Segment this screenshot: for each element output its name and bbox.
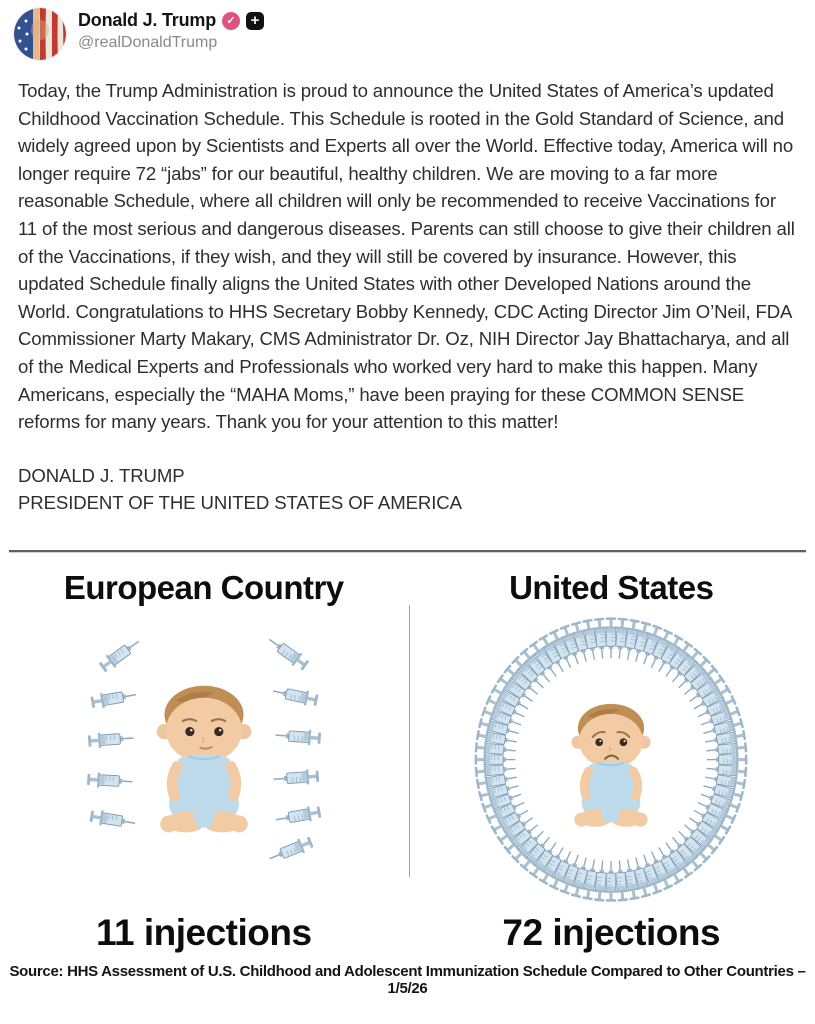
source-caption: Source: HHS Assessment of U.S. Childhood and Adolescent Immunization Schedule Compared to Other Countries – 1/5/26 [9, 962, 806, 997]
post-body-text: Today, the Trump Administration is proud to announce the United States of America’s updated Childhood Vaccination Schedule. This Schedule is rooted in the Gold Standard of Science, and widely agreed upon by Scientists and Experts all over the World. Effective today, America will no longer require 72 “jabs” for our beautiful, healthy children. We are moving to a far more reasonable Schedule, where all children will only be recommended to receive Vaccinations for 11 of the most serious and dangerous diseases. Parents can still choose to give their children all of the Vaccinations, if they wish, and they will still be covered by insurance. However, this updated Schedule finally aligns the United States with other Developed Nations around the World. Congratulations to HHS Secretary Bobby Kennedy, CDC Acting Director Jim O’Neil, FDA Commissioner Marty Makary, CMS Administrator Dr. Oz, NIH Director Jay Bhattacharya, and all of the Medical Experts and Professionals who worked very hard to make this happen. Many Americans, especially the “MAHA Moms,” have been praying for these COMMON SENSE reforms for many years. Thank you for your attention to this matter! [18, 80, 795, 433]
meme-image [0, 567, 815, 997]
baby-illustration-few-syringes [30, 609, 378, 914]
meme-right-panel [408, 567, 815, 954]
user-handle[interactable]: @realDonaldTrump [78, 34, 218, 51]
plus-badge-icon: + [246, 12, 264, 30]
baby-illustration-syringe-ring [437, 609, 785, 914]
verified-badge-icon: ✓ [222, 12, 240, 30]
meme-left-panel [0, 567, 408, 954]
horizontal-divider [9, 550, 806, 553]
post-header [0, 0, 815, 60]
meme-label-right: 72 injections [502, 911, 721, 953]
meme-title-left: European Country [63, 568, 344, 606]
flag-face-avatar-image [14, 8, 66, 60]
avatar[interactable] [14, 8, 66, 60]
meme-title-right: United States [509, 568, 714, 606]
display-name[interactable]: Donald J. Trump [78, 10, 217, 30]
meme-label-left: 11 injections [95, 911, 312, 953]
signature-title: PRESIDENT OF THE UNITED STATES OF AMERICA [18, 492, 462, 514]
post-signature [18, 462, 797, 517]
column-divider [409, 605, 411, 877]
signature-name: DONALD J. TRUMP [18, 464, 185, 486]
